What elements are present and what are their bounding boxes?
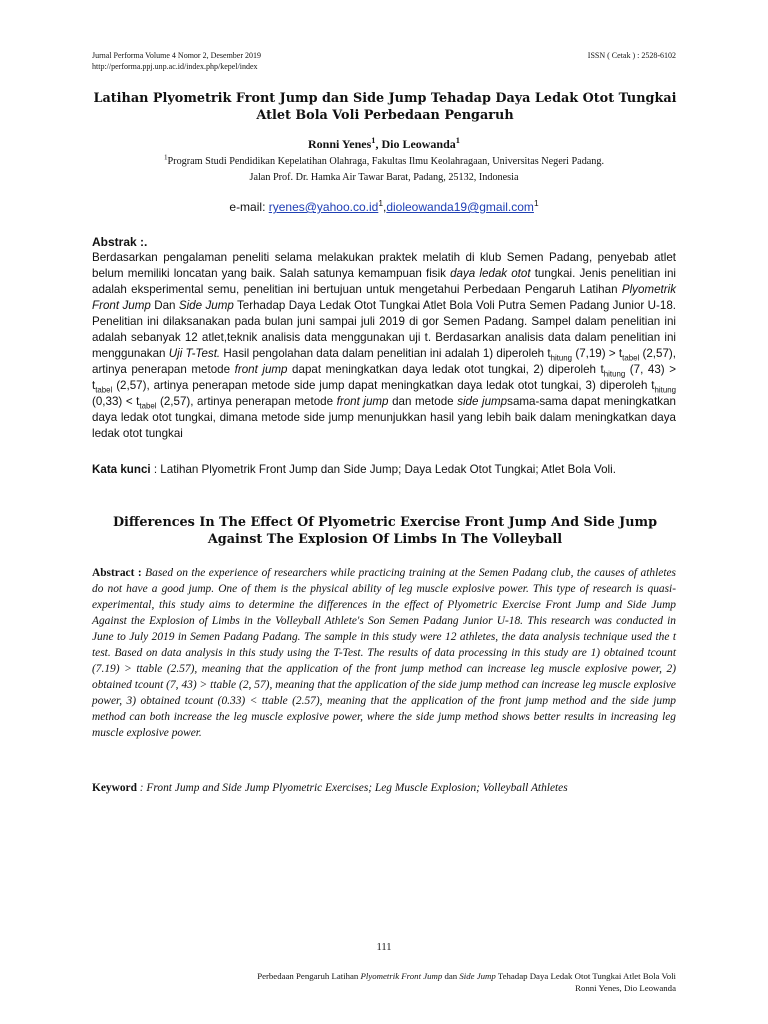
subscript-tabel: tabel <box>139 401 157 411</box>
abstract-id-italic: front jump <box>234 363 288 376</box>
footer-line-1 <box>76 970 676 982</box>
page-number: 111 <box>376 942 392 953</box>
abstract-id-italic: Uji T-Test. <box>168 347 221 360</box>
subscript-hitung: hitung <box>654 385 676 395</box>
abstract-id-text: dan metode <box>388 395 458 408</box>
email-sup-2: 1 <box>533 198 539 208</box>
author-2: Dio Leowanda <box>381 137 456 151</box>
author-2-sup: 1 <box>455 136 460 145</box>
abstract-id-text: (2,57), artinya penerapan metode <box>92 347 676 376</box>
email-sup-1: 1 <box>378 198 383 208</box>
footer-text: Perbedaan Pengaruh Latihan <box>257 971 361 981</box>
email-link-1[interactable]: ryenes@yahoo.co.id <box>268 200 379 214</box>
subscript-tabel: tabel <box>95 385 113 395</box>
abstract-en-text: Based on the experience of researchers while practicing training at the Semen Padang club, the causes of athletes do not have a good jump. One of them is the physical ability of leg muscle explosive power. This type of research is quasi-experimental, this study aims to determine the differences in the effect of Plyometric Exercise Front Jump and Side Jump Against the Explosion of Limbs in the Volleyball Athlete's Son Semen Padang Junior U-18. This research was conducted in June to July 2019 in Semen Padang Padang. The sample in this study were 12 athletes, the data analysis technique used the t test. Based on data analysis in this study using the T-Test. The results of data processing in this study are 1) obtained tcount (7.19) > ttable (2.57), meaning that the application of the front jump method can increase leg muscle explosive power, 2) obtained tcount (7, 43) > ttable (2, 57), meaning that the application of the side jump method can increase leg muscle explosive power, 3) obtained tcount (0.33) < ttable (2.57), meaning that the application of the front jump method and the side jump method can both increase the leg muscle explosive power, where the side jump method shows better results in increasing leg muscle explosive power. <box>92 567 676 739</box>
abstract-id-text: Terhadap Daya Ledak Otot Tungkai Atlet Bola Voli Putra Semen Padang Junior U-18. Penelitian ini dilaksanakan pada bulan juni sampai juli 2019 di gor Semen Padang. Sampel dalam penelitian ini adalah sebanyak 12 atlet,teknik analisis data menggunakan uji t. Berdasarkan analisis data dalam penelitian ini menggunakan <box>92 299 677 360</box>
abstract-id-text: (2,57), artinya penerapan metode <box>156 395 337 408</box>
keywords-id-label: Kata kunci <box>92 463 151 476</box>
authors <box>92 137 676 152</box>
footer-text: dan <box>442 971 460 981</box>
abstract-id-text: (0,33) < t <box>92 395 140 408</box>
email-link-2[interactable]: dioleowanda19@gmail.com <box>386 200 534 214</box>
subscript-hitung: hitung <box>550 353 573 363</box>
affiliation-sup: 1 <box>163 153 168 162</box>
abstract-id-text: dapat meningkatkan daya ledak otot tungkai, 2) diperoleh t <box>287 363 604 376</box>
abstract-id-text: sama-sama dapat meningkatkan daya ledak otot tungkai, dimana metode side jump menunjukkan hasil yang lebih baik dalam meningkatkan daya ledak otot tungkai <box>92 395 676 440</box>
paper-title-english: Differences In The Effect Of Plyometric Exercise Front Jump And Side Jump Against The Explosion Of Limbs In The Volleyball <box>112 515 658 547</box>
affiliation-text: Program Studi Pendidikan Kepelatihan Olahraga, Fakultas Ilmu Keolahragaan, Universitas Negeri Padang. <box>167 156 605 167</box>
running-footer <box>76 970 676 994</box>
footer-text: Tehadap Daya Ledak Otot Tungkai Atlet Bola Voli <box>495 971 676 981</box>
email-label: e-mail: <box>229 200 269 214</box>
abstract-id-text: (2,57), artinya penerapan metode side jump dapat meningkatkan daya ledak otot tungkai, 3) diperoleh t <box>112 379 655 392</box>
abstract-id-italic: Plyometrik Front Jump <box>92 283 676 312</box>
subscript-tabel: tabel <box>622 353 640 363</box>
footer-italic: Plyometrik Front Jump <box>360 971 443 981</box>
keywords-en <box>92 780 676 796</box>
author-separator: , <box>375 137 382 151</box>
journal-name: Jurnal Performa Volume 4 Nomor 2, Desember 2019 <box>92 51 262 60</box>
affiliation-line-1 <box>92 154 676 170</box>
abstract-en <box>92 565 676 741</box>
abstract-id-text: Hasil pengolahan data dalam penelitian ini adalah 1) diperoleh t <box>220 347 551 360</box>
email-line <box>92 200 676 214</box>
keywords-en-text: : Front Jump and Side Jump Plyometric Exercises; Leg Muscle Explosion; Volleyball Athletes <box>136 782 568 794</box>
abstract-id-text: Berdasarkan pengalaman peneliti selama melakukan praktek melatih di klub Semen Padang, penyebab atlet belum memiliki loncatan yang baik. Salah satunya kemampuan fisik <box>92 251 676 280</box>
keywords-en-label: Keyword <box>92 782 137 794</box>
paper-title-indonesian: Latihan Plyometrik Front Jump dan Side Jump Tehadap Daya Ledak Otot Tungkai Atlet Bola Voli Perbedaan Pengaruh <box>93 91 677 123</box>
abstract-id-text: tungkai. Jenis penelitian ini adalah eksperimental semu, penelitian ini bertujuan untuk mengetahui Perbedaan Pengaruh Latihan <box>92 267 677 296</box>
abstract-id-italic: side jump <box>457 395 508 408</box>
email-sep: , <box>382 200 387 214</box>
abstract-id-text: (7, 43) > t <box>92 363 676 392</box>
abstract-id-body <box>92 250 676 442</box>
author-1: Ronni Yenes <box>308 137 372 151</box>
abstract-id-text: (7,19) > t <box>572 347 623 360</box>
issn: ISSN ( Cetak ) : 2528-6102 <box>587 51 676 60</box>
affiliation <box>92 154 676 186</box>
author-1-sup: 1 <box>371 136 376 145</box>
footer-italic: Side Jump <box>459 971 496 981</box>
affiliation-line-2: Jalan Prof. Dr. Hamka Air Tawar Barat, Padang, 25132, Indonesia <box>249 172 519 183</box>
abstract-id-italic: front jump <box>336 395 389 408</box>
keywords-id-text: : Latihan Plyometrik Front Jump dan Side Jump; Daya Ledak Otot Tungkai; Atlet Bola Voli. <box>150 463 616 476</box>
subscript-hitung: hitung <box>603 369 626 379</box>
abstract-id-italic: Side Jump <box>178 299 234 312</box>
abstract-id-label: Abstrak :. <box>92 235 148 249</box>
header-left <box>92 50 261 72</box>
footer-line-2: Ronni Yenes, Dio Leowanda <box>575 983 676 993</box>
abstract-id-text: Dan <box>150 299 179 312</box>
abstract-en-label: Abstract : <box>92 567 146 579</box>
keywords-id <box>92 462 676 478</box>
abstract-id-italic: daya ledak otot <box>450 267 531 280</box>
journal-url[interactable]: http://performa.ppj.unp.ac.id/index.php/kepel/index <box>92 62 258 71</box>
